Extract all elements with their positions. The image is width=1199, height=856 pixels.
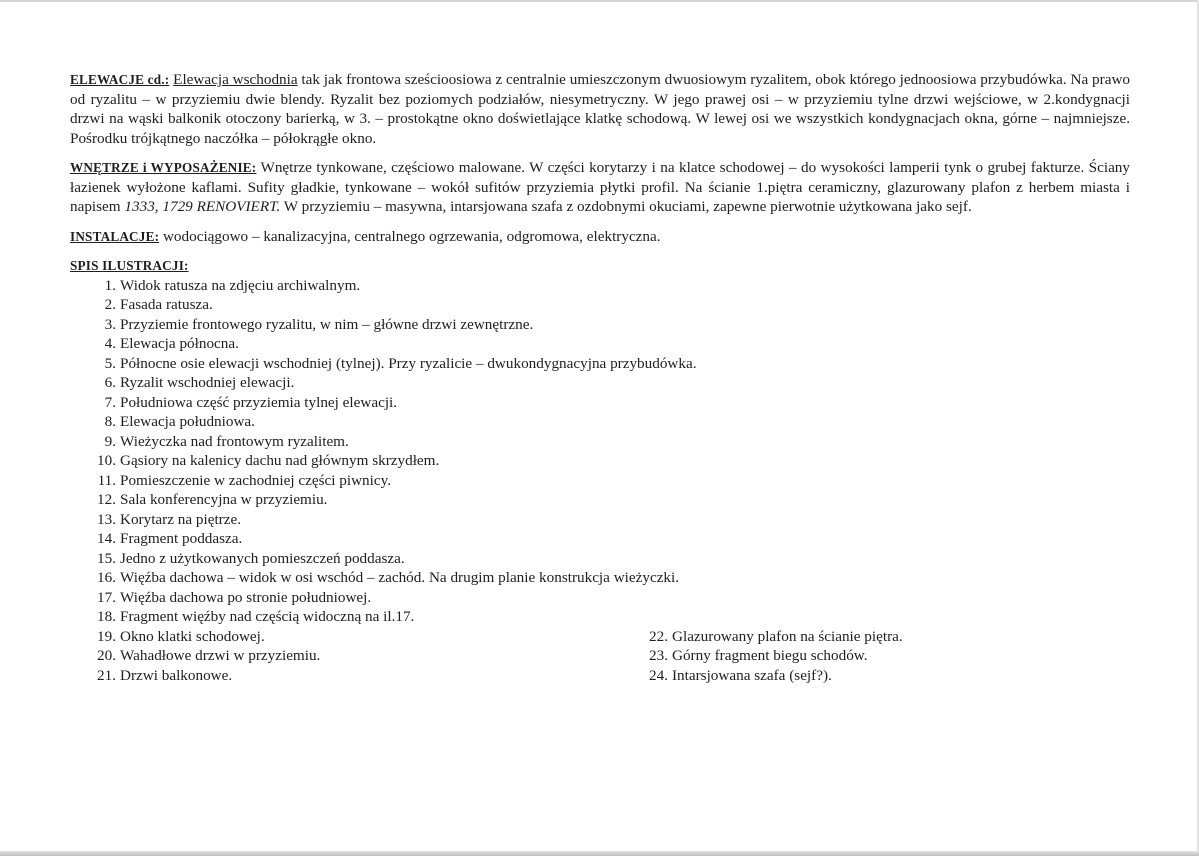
list-item-number: 12. xyxy=(97,491,116,508)
list-item-text: Wieżyczka nad frontowym ryzalitem. xyxy=(120,432,349,450)
list-item-number: 19. xyxy=(97,627,116,645)
section-gap xyxy=(70,246,1130,256)
list-item-text: Przyziemie frontowego ryzalitu, w nim – główne drzwi zewnętrzne. xyxy=(120,315,534,333)
list-item-number: 1. xyxy=(104,276,116,294)
illustration-list-left xyxy=(70,276,790,686)
wnetrze-inscription: 1333, 1729 RENOVIERT. xyxy=(124,198,281,215)
list-item xyxy=(70,393,790,413)
list-item-text: Widok ratusza na zdjęciu archiwalnym. xyxy=(120,276,361,294)
list-item-text: Więźba dachowa – widok w osi wschód – zachód. Na drugim planie konstrukcja wieżyczki. xyxy=(120,569,680,586)
list-item-text: Sala konferencyjna w przyziemiu. xyxy=(120,491,328,508)
list-item xyxy=(70,588,790,608)
list-item-text: Fasada ratusza. xyxy=(120,296,213,313)
list-item-text: Okno klatki schodowej. xyxy=(120,627,265,645)
list-item-text: Ryzalit wschodniej elewacji. xyxy=(120,374,295,391)
list-item xyxy=(70,354,790,374)
wnetrze-text-before: Wnętrze tynkowane, częściowo malowane. W części korytarzy i na klatce schodowej – do wysokości lamperii tynk o grubej fakturze. Ściany łazienek wyłożone kaflami. Sufity gładkie, tynkowane – wokół sufitów przyziemia płytki profil. Na ścianie 1.piętra ceramiczny, glazurowany plafon z herbem miasta i napisem xyxy=(70,159,1130,215)
list-item-text: Fragment poddasza. xyxy=(120,530,243,547)
heading-elewacje: ELEWACJE cd.: xyxy=(70,72,170,87)
list-item-number: 3. xyxy=(104,315,116,333)
instalacje-text: wodociągowo – kanalizacyjna, centralnego ogrzewania, odgromowa, elektryczna. xyxy=(159,227,661,245)
page-edge-top xyxy=(0,0,1199,2)
section-wnetrze xyxy=(70,158,1130,217)
wnetrze-text-after: W przyziemiu – masywna, intarsjowana szafa z ozdobnymi okuciami, zapewne pierwotnie użytkowana jako sejf. xyxy=(280,198,972,215)
list-item-number: 13. xyxy=(97,510,116,528)
list-item-number: 23. xyxy=(649,647,668,664)
list-item-text: Pomieszczenie w zachodniej części piwnicy. xyxy=(120,471,392,489)
list-item-text: Północne osie elewacji wschodniej (tylnej). Przy ryzalicie – dwukondygnacyjna przybudówka. xyxy=(120,354,697,372)
list-item-number: 15. xyxy=(97,549,116,567)
list-item xyxy=(70,276,790,296)
list-item-text: Południowa część przyziemia tylnej elewacji. xyxy=(120,393,398,411)
list-item-number: 16. xyxy=(97,569,116,586)
list-item-number: 2. xyxy=(104,296,116,313)
list-item-number: 21. xyxy=(97,666,116,684)
illustration-list xyxy=(70,276,1130,716)
list-item-number: 18. xyxy=(97,608,116,625)
list-item xyxy=(632,666,1052,686)
list-item-number: 7. xyxy=(104,393,116,411)
elewacja-wschodnia-lead: Elewacja wschodnia xyxy=(173,71,298,88)
list-item-text: Jedno z użytkowanych pomieszczeń poddasza. xyxy=(120,549,405,567)
list-item-number: 17. xyxy=(97,588,116,606)
elewacje-text: tak jak frontowa sześcioosiowa z centralnie umieszczonym dwuosiowym ryzalitem, obok którego jednoosiowa przybudówka. Na prawo od ryzalitu – w przyziemiu dwie blendy. Ryzalit bez poziomych podziałów, niesymetryczny. W jego prawej osi – w przyziemiu tylne drzwi wejściowe, w 2.kondygnacji drzwi na wąski balkonik otoczony barierką, w 3. – prostokątne okno doświetlające klatkę schodową. W lewej osi we wszystkich kondygnacjach okna, górne – najmniejsze. Pośrodku trójkątnego naczółka – półokrągłe okno. xyxy=(70,71,1131,147)
list-item-number: 6. xyxy=(104,374,116,391)
list-item-text: Elewacja północna. xyxy=(120,335,239,352)
list-item xyxy=(70,295,790,315)
list-item-text: Więźba dachowa po stronie południowej. xyxy=(120,588,372,606)
list-item xyxy=(70,315,790,335)
list-item-number: 9. xyxy=(104,432,116,450)
list-item xyxy=(70,568,790,588)
section-gap xyxy=(70,217,1130,227)
list-item-number: 5. xyxy=(104,354,116,372)
illustration-list-right xyxy=(632,627,1052,686)
section-gap xyxy=(70,148,1130,158)
document-body xyxy=(70,70,1130,716)
list-item-number: 22. xyxy=(649,627,668,645)
list-item xyxy=(70,451,790,471)
list-item xyxy=(70,510,790,530)
list-item-text: Górny fragment biegu schodów. xyxy=(672,647,868,664)
list-item-number: 20. xyxy=(97,647,116,664)
list-item xyxy=(70,549,790,569)
list-item-number: 24. xyxy=(649,666,668,684)
list-item-number: 11. xyxy=(97,471,116,489)
list-item xyxy=(70,432,790,452)
list-item-text: Fragment więźby nad częścią widoczną na il.17. xyxy=(120,608,415,625)
list-item-number: 14. xyxy=(97,530,116,547)
list-item xyxy=(70,373,790,393)
list-item-text: Elewacja południowa. xyxy=(120,413,255,430)
list-item xyxy=(70,471,790,491)
list-item xyxy=(70,334,790,354)
list-item xyxy=(70,607,790,627)
section-instalacje xyxy=(70,227,1130,247)
list-item-text: Gąsiory na kalenicy dachu nad głównym skrzydłem. xyxy=(120,452,440,469)
list-item-number: 10. xyxy=(97,452,116,469)
list-item-text: Korytarz na piętrze. xyxy=(120,510,242,528)
list-item xyxy=(70,412,790,432)
heading-instalacje: INSTALACJE: xyxy=(70,228,160,244)
list-item xyxy=(632,646,1052,666)
page-edge-bottom xyxy=(0,851,1199,856)
heading-spis-ilustracji: SPIS ILUSTRACJI: xyxy=(70,258,189,273)
list-item-number: 8. xyxy=(104,413,116,430)
list-item-text: Drzwi balkonowe. xyxy=(120,666,233,684)
section-spis xyxy=(70,256,1130,276)
list-item-text: Wahadłowe drzwi w przyziemiu. xyxy=(120,647,321,664)
list-item xyxy=(70,490,790,510)
list-item-text: Intarsjowana szafa (sejf?). xyxy=(672,666,832,684)
list-item-number: 4. xyxy=(104,335,116,352)
section-elewacje xyxy=(70,70,1130,148)
list-item-text: Glazurowany plafon na ścianie piętra. xyxy=(672,627,903,645)
list-item xyxy=(632,627,1052,647)
heading-wnetrze: WNĘTRZE i WYPOSAŻENIE: xyxy=(70,160,257,175)
list-item xyxy=(70,529,790,549)
